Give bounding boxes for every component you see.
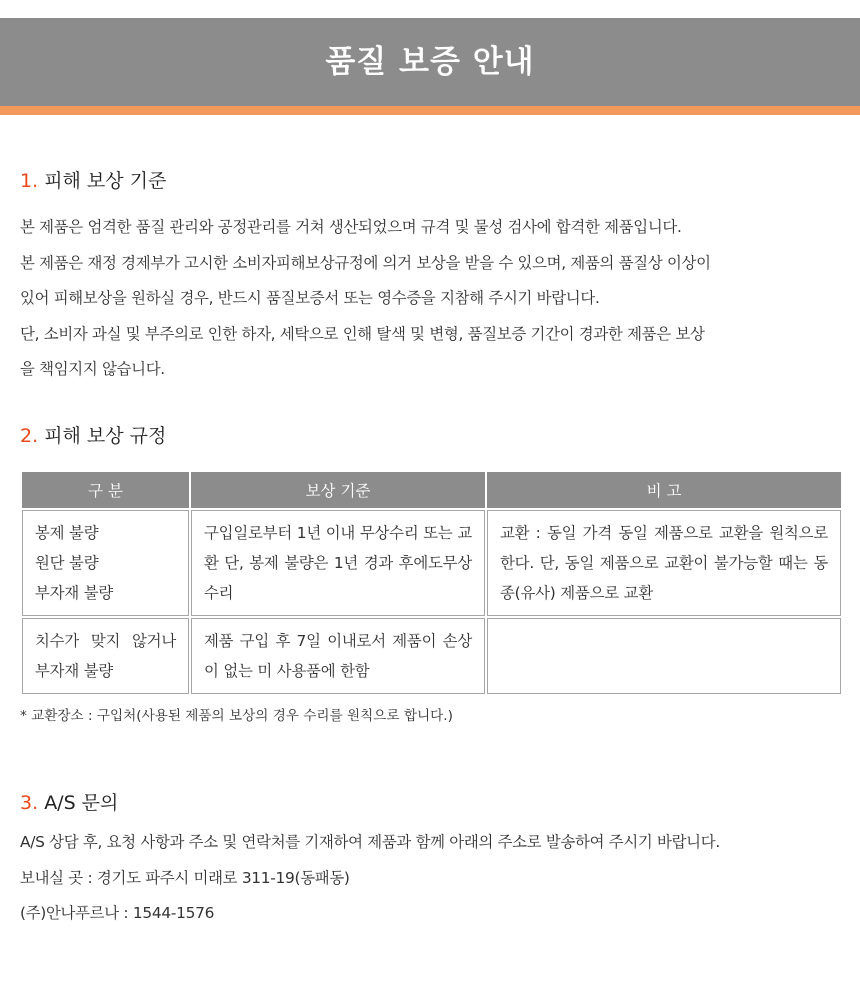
section-body: [20, 825, 845, 932]
body-line: 있어 피해보상을 원하실 경우, 반드시 품질보증서 또는 영수증을 지참해 주시기 바랍니다.: [20, 289, 600, 308]
section-damage-compensation-rules: [20, 423, 845, 449]
contact-line: (주)안나푸르나 : 1544-1576: [20, 904, 215, 923]
cell-remark: [487, 618, 841, 694]
section-number: 2.: [20, 425, 39, 447]
body-line: A/S 상담 후, 요청 사항과 주소 및 연락처를 기재하여 제품과 함께 아래의 주소로 발송하여 주시기 바랍니다.: [20, 833, 720, 851]
section-heading: [20, 790, 845, 816]
category-item: 원단 불량: [35, 554, 99, 572]
cell-category: [22, 510, 189, 616]
header-category: 구 분: [22, 472, 189, 508]
section-damage-compensation-standard: [20, 168, 845, 388]
section-body: [20, 210, 845, 388]
section-number: 1.: [20, 170, 39, 192]
body-line: 본 제품은 재정 경제부가 고시한 소비자피해보상규정에 의거 보상을 받을 수 있으며, 제품의 품질상 이상이: [20, 253, 711, 272]
section-title: 피해 보상 기준: [44, 170, 167, 192]
section-as-inquiry: [20, 790, 845, 932]
header-remark: 비 고: [487, 472, 841, 508]
cell-criteria: 구입일로부터 1년 이내 무상수리 또는 교환 단, 봉제 불량은 1년 경과 후에도무상 수리: [191, 510, 485, 616]
table-row: [22, 618, 841, 694]
section-heading: [20, 168, 845, 194]
compensation-table: [20, 470, 843, 696]
section-number: 3.: [20, 792, 39, 814]
category-item: 봉제 불량: [35, 524, 99, 542]
body-line: 본 제품은 엄격한 품질 관리와 공정관리를 거쳐 생산되었으며 규격 및 물성 검사에 합격한 제품입니다.: [20, 218, 682, 236]
category-item: 치수가 맞지 않거나 부자재 불량: [35, 632, 176, 680]
title-banner: [0, 18, 860, 106]
cell-criteria: 제품 구입 후 7일 이내로서 제품이 손상이 없는 미 사용품에 한함: [191, 618, 485, 694]
section-title: A/S 문의: [44, 792, 119, 814]
table-row: [22, 510, 841, 616]
section-title: 피해 보상 규정: [44, 425, 167, 447]
address-line: 보내실 곳 : 경기도 파주시 미래로 311-19(동패동): [20, 868, 350, 887]
cell-remark: 교환 : 동일 가격 동일 제품으로 교환을 원칙으로 한다. 단, 동일 제품으로 교환이 불가능할 때는 동종(유사) 제품으로 교환: [487, 510, 841, 616]
page-title: 품질 보증 안내: [325, 44, 535, 80]
cell-category: [22, 618, 189, 694]
header-criteria: 보상 기준: [191, 472, 485, 508]
body-line: 단, 소비자 과실 및 부주의로 인한 하자, 세탁으로 인해 탈색 및 변형, 품질보증 기간이 경과한 제품은 보상: [20, 324, 705, 343]
exchange-place-note: * 교환장소 : 구입처(사용된 제품의 보상의 경우 수리를 원칙으로 합니다.): [20, 708, 453, 724]
body-line: 을 책임지지 않습니다.: [20, 360, 165, 379]
section-heading: [20, 423, 845, 449]
banner-accent-line: [0, 106, 860, 115]
table-header-row: [22, 472, 841, 508]
category-item: 부자재 불량: [35, 584, 114, 602]
